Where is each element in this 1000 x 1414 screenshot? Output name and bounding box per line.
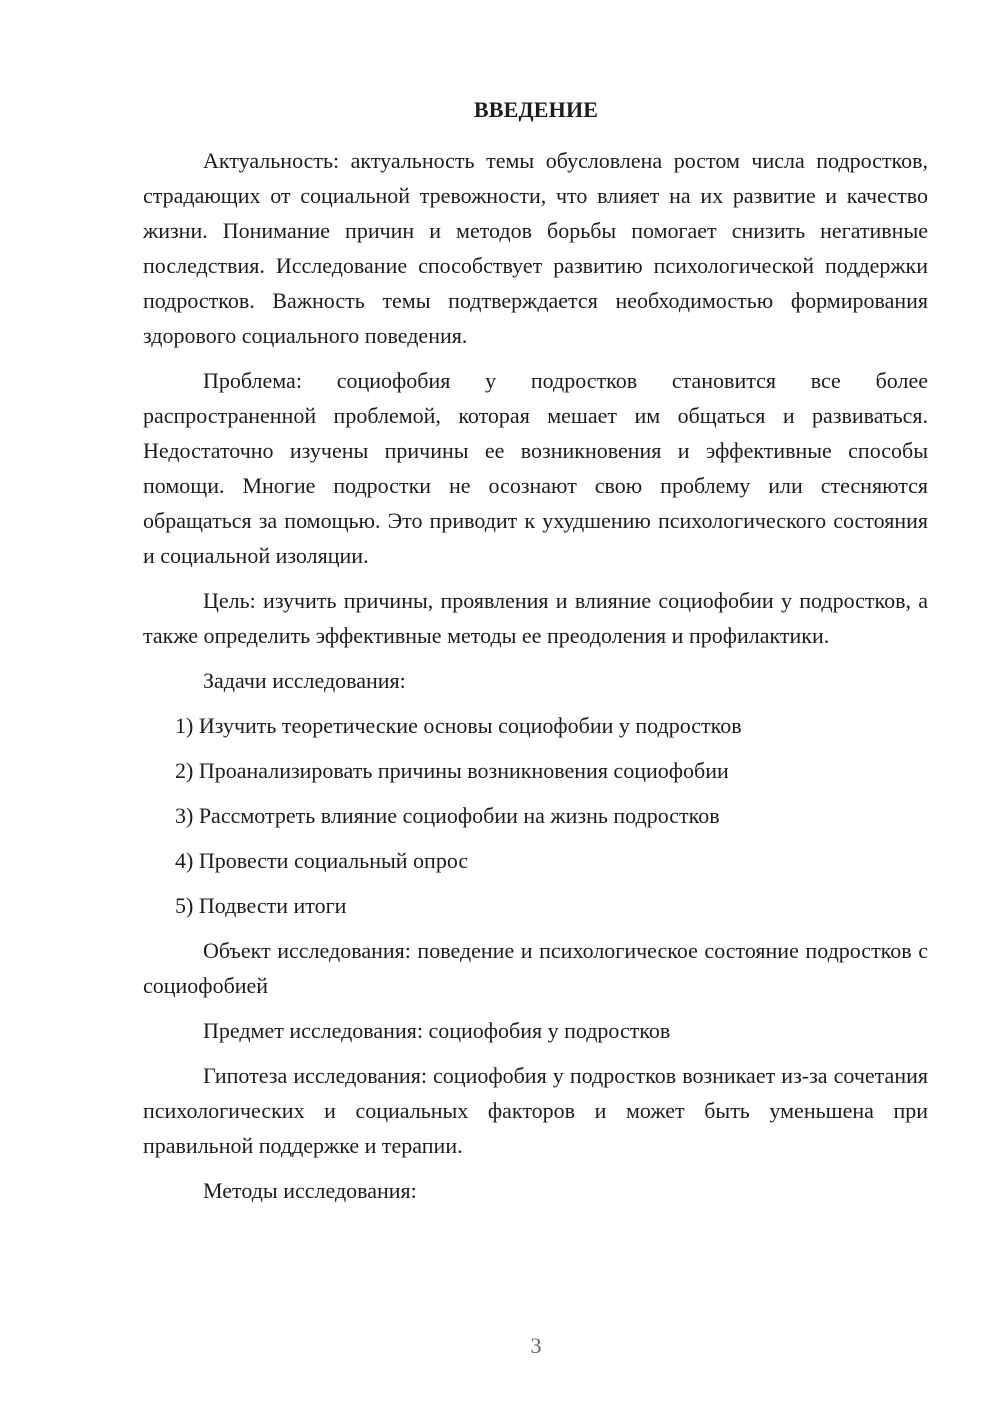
page-title: ВВЕДЕНИЕ (473, 97, 599, 122)
task-item: 2) Проанализировать причины возникновения социофобии (175, 758, 729, 783)
task-item: 1) Изучить теоретические основы социофобии у подростков (175, 713, 742, 738)
methods-heading: Методы исследования: (203, 1178, 417, 1203)
task-item: 5) Подвести итоги (175, 893, 347, 918)
paragraph-relevance: Актуальность: актуальность темы обусловлена ростом числа подростков, страдающих от социальной тревожности, что влияет на их развитие и качество жизни. Понимание причин и методов борьбы помогает снизить негативные последствия. Исследование способствует развитию психологической поддержки подростков. Важность темы подтверждается необходимостью формирования здорового социального поведения. (143, 148, 928, 348)
paragraph-hypothesis: Гипотеза исследования: социофобия у подростков возникает из-за сочетания психологических и социальных факторов и может быть уменьшена при правильной поддержке и терапии. (143, 1063, 928, 1158)
paragraph-object: Объект исследования: поведение и психологическое состояние подростков с социофобией (143, 938, 928, 998)
document-body (143, 143, 928, 1218)
tasks-heading: Задачи исследования: (203, 668, 406, 693)
task-item: 3) Рассмотреть влияние социофобии на жизнь подростков (175, 803, 720, 828)
paragraph-subject: Предмет исследования: социофобия у подростков (203, 1018, 671, 1043)
page-number: 3 (530, 1333, 542, 1358)
paragraph-goal: Цель: изучить причины, проявления и влияние социофобии у подростков, а также определить эффективные методы ее преодоления и профилактики. (143, 588, 928, 648)
task-item: 4) Провести социальный опрос (175, 848, 469, 873)
paragraph-problem: Проблема: социофобия у подростков становится все более распространенной проблемой, которая мешает им общаться и развиваться. Недостаточно изучены причины ее возникновения и эффективные способы помощи. Многие подростки не осознают свою проблему или стесняются обращаться за помощью. Это приводит к ухудшению психологического состояния и социальной изоляции. (143, 368, 928, 568)
